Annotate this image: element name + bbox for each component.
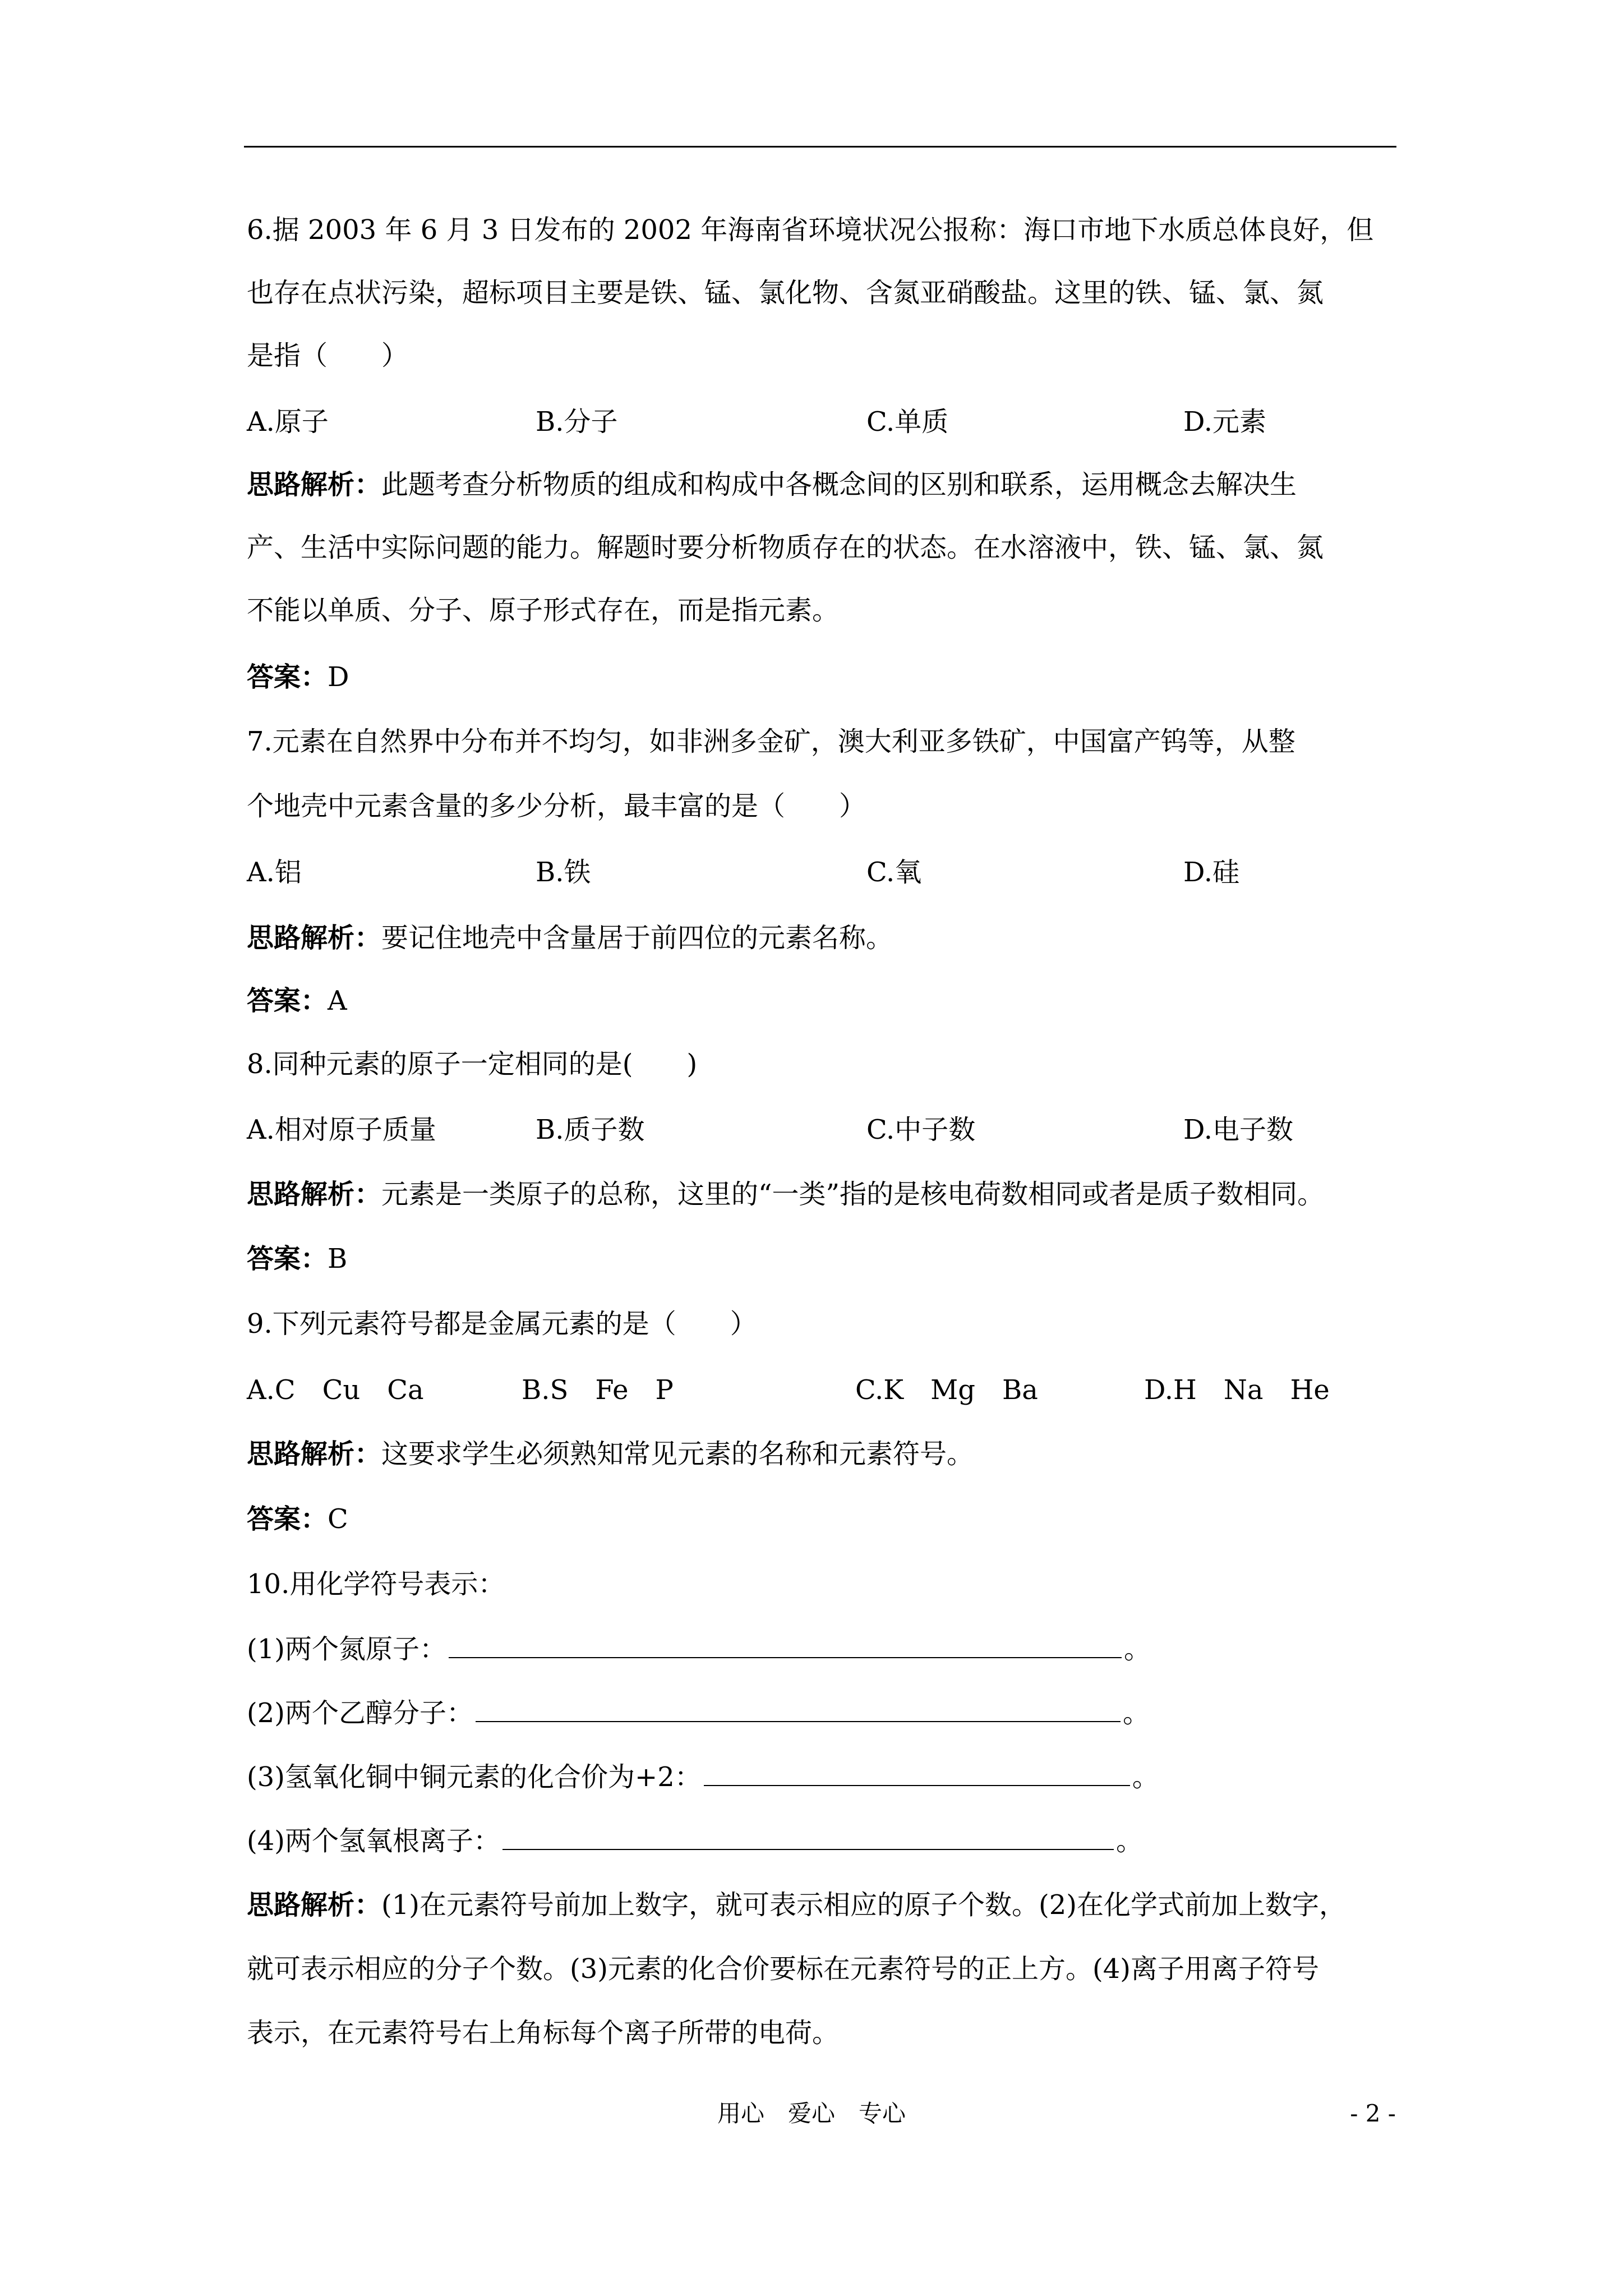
q8-answer-label: 答案： (247, 1243, 328, 1274)
q8-option-c: C.中子数 (866, 1114, 976, 1145)
q10-item-1-blank[interactable] (449, 1632, 1122, 1658)
q10-item-1 (247, 1631, 1396, 1667)
q6-stem-line-1: 6.据 2003 年 6 月 3 日发布的 2002 年海南省环境状况公报称：海口市地下水质总体良好，但 (247, 214, 1374, 246)
q9-analysis (247, 1436, 1396, 1472)
q7-answer-value: A (328, 985, 347, 1016)
q10-stem: 10.用化学符号表示： (247, 1568, 505, 1600)
q7-answer-label: 答案： (247, 985, 328, 1016)
page-number: - 2 - (1350, 2100, 1396, 2127)
q8-analysis-label: 思路解析： (247, 1179, 382, 1210)
q8-analysis-text: 元素是一类原子的总称，这里的“一类”指的是核电荷数相同或者是质子数相同。 (381, 1179, 1325, 1210)
q10-item-4-end: 。 (1116, 1825, 1144, 1857)
header-rule (244, 146, 1396, 148)
q6-answer (247, 659, 1396, 695)
q10-item-1-label: (1)两个氮原子： (247, 1634, 446, 1665)
q7-option-d: D.硅 (1183, 857, 1240, 888)
q7-option-a: A.铝 (247, 857, 302, 888)
q7-option-c: C.氧 (866, 857, 922, 888)
q9-stem: 9.下列元素符号都是金属元素的是（ ） (247, 1308, 757, 1340)
q6-analysis-line-3: 不能以单质、分子、原子形式存在，而是指元素。 (247, 595, 840, 626)
q10-analysis-text: (1)在元素符号前加上数字，就可表示相应的原子个数。(2)在化学式前加上数字， (381, 1889, 1347, 1921)
q8-option-d: D.电子数 (1183, 1114, 1294, 1145)
q6-answer-value: D (328, 661, 349, 693)
q7-option-b: B.铁 (536, 857, 591, 888)
footer-slogan: 用心 爱心 专心 (717, 2100, 906, 2127)
q10-analysis-line-1 (247, 1887, 1396, 1923)
q6-answer-label: 答案： (247, 661, 328, 693)
q10-item-4 (247, 1823, 1396, 1859)
q8-answer (247, 1241, 1396, 1277)
q6-analysis-line-1 (247, 467, 1396, 503)
q7-stem-line-1: 7.元素在自然界中分布并不均匀，如非洲多金矿，澳大利亚多铁矿，中国富产钨等，从整 (247, 726, 1295, 757)
q9-analysis-text: 这要求学生必须熟知常见元素的名称和元素符号。 (381, 1438, 974, 1470)
q8-analysis (247, 1176, 1396, 1212)
q10-item-3 (247, 1759, 1396, 1795)
q9-option-d: D.H Na He (1144, 1374, 1330, 1406)
q10-analysis-label: 思路解析： (247, 1889, 382, 1921)
q6-stem-line-2: 也存在点状污染，超标项目主要是铁、锰、氯化物、含氮亚硝酸盐。这里的铁、锰、氯、氮 (247, 277, 1324, 309)
q10-item-2-end: 。 (1123, 1697, 1150, 1729)
q10-item-1-end: 。 (1124, 1634, 1151, 1665)
q7-stem-line-2: 个地壳中元素含量的多少分析，最丰富的是（ ） (247, 790, 866, 822)
q6-analysis-line-2: 产、生活中实际问题的能力。解题时要分析物质存在的状态。在水溶液中，铁、锰、氯、氮 (247, 532, 1324, 563)
q6-analysis-label: 思路解析： (247, 469, 382, 500)
q9-answer-label: 答案： (247, 1503, 328, 1535)
q9-option-c: C.K Mg Ba (855, 1374, 1038, 1406)
q9-answer (247, 1501, 1396, 1537)
q9-answer-value: C (328, 1503, 348, 1535)
q8-option-a: A.相对原子质量 (247, 1114, 436, 1145)
q7-analysis-label: 思路解析： (247, 922, 382, 954)
q10-analysis-line-2: 就可表示相应的分子个数。(3)元素的化合价要标在元素符号的正上方。(4)离子用离子符号 (247, 1953, 1319, 1985)
q9-option-b: B.S Fe P (522, 1374, 674, 1406)
q10-item-2-blank[interactable] (476, 1696, 1121, 1722)
q8-answer-value: B (328, 1243, 348, 1274)
q7-answer (247, 983, 1396, 1019)
q8-stem: 8.同种元素的原子一定相同的是( ) (247, 1048, 698, 1080)
q8-option-b: B.质子数 (536, 1114, 645, 1145)
q6-option-a: A.原子 (247, 406, 329, 438)
q9-option-a: A.C Cu Ca (247, 1374, 424, 1406)
q10-item-2-label: (2)两个乙醇分子： (247, 1697, 473, 1729)
q10-item-4-blank[interactable] (502, 1824, 1114, 1850)
q6-option-d: D.元素 (1183, 406, 1267, 438)
q10-analysis-line-3: 表示，在元素符号右上角标每个离子所带的电荷。 (247, 2017, 840, 2049)
q10-item-3-blank[interactable] (704, 1760, 1130, 1786)
q7-analysis-text: 要记住地壳中含量居于前四位的元素名称。 (381, 922, 893, 954)
q10-item-2 (247, 1695, 1396, 1731)
q9-analysis-label: 思路解析： (247, 1438, 382, 1470)
q10-item-4-label: (4)两个氢氧根离子： (247, 1825, 500, 1857)
q10-item-3-end: 。 (1132, 1761, 1159, 1793)
q6-analysis-text: 此题考查分析物质的组成和构成中各概念间的区别和联系，运用概念去解决生 (381, 469, 1297, 500)
q6-option-b: B.分子 (536, 406, 618, 438)
q7-analysis (247, 920, 1396, 956)
q10-item-3-label: (3)氢氧化铜中铜元素的化合价为+2： (247, 1761, 702, 1793)
q6-option-c: C.单质 (866, 406, 949, 438)
q6-stem-line-3: 是指（ ） (247, 340, 409, 371)
